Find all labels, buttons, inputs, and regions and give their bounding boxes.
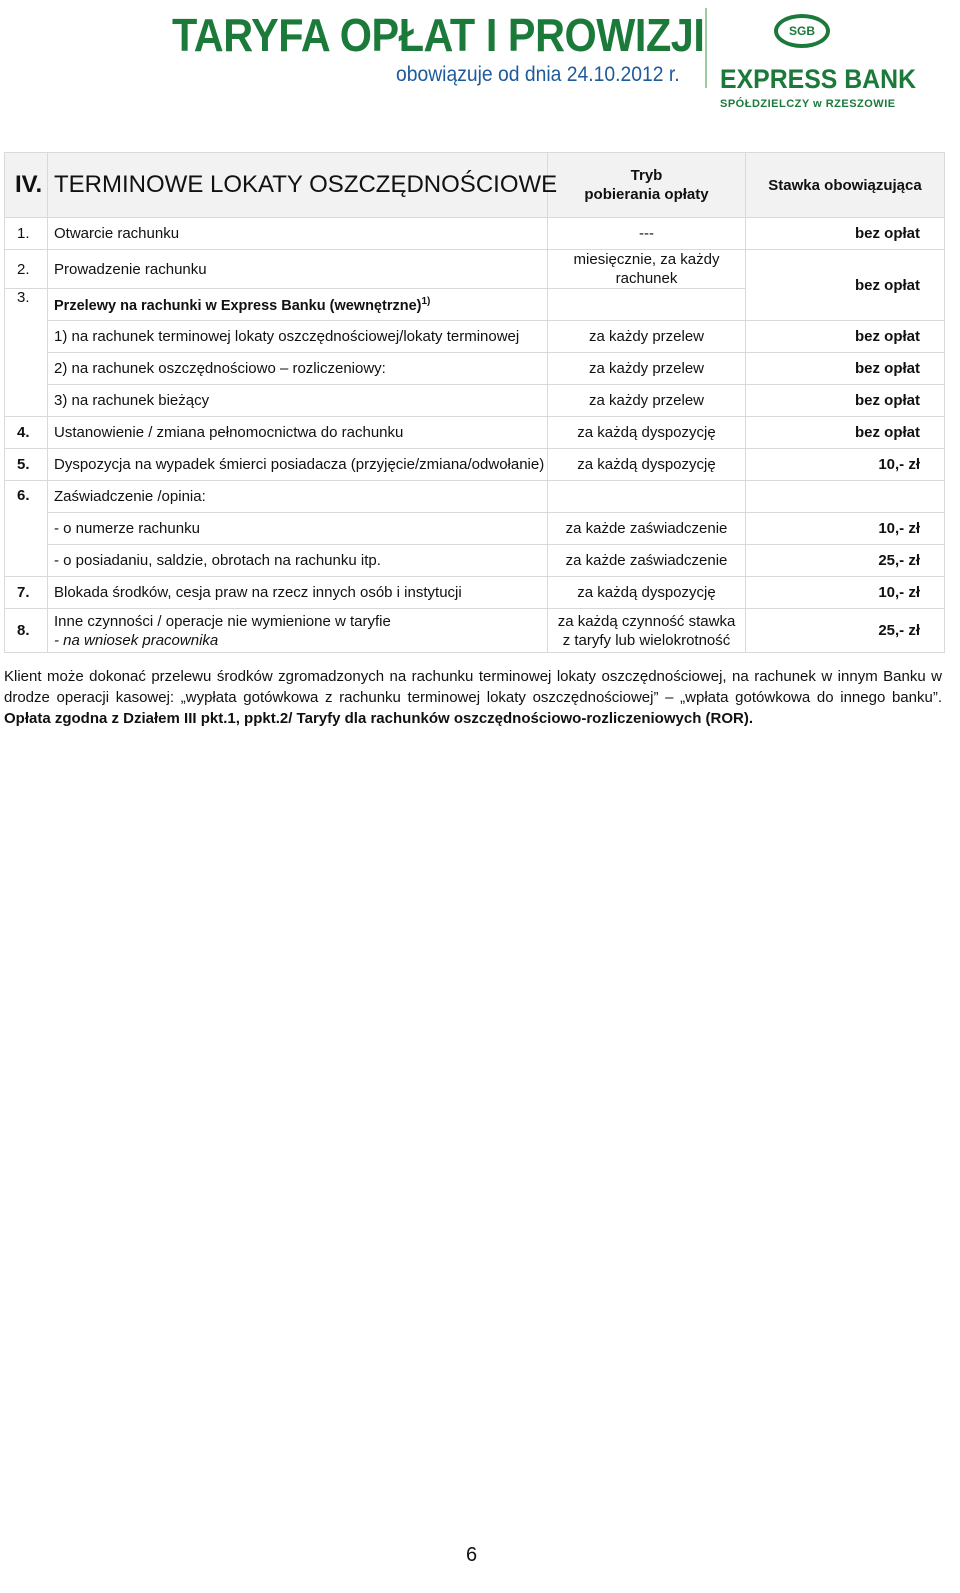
bank-name: EXPRESS BANK bbox=[720, 64, 917, 94]
row-description: - o numerze rachunku bbox=[48, 513, 548, 545]
table-row bbox=[5, 353, 945, 385]
row-mode: za każdą dyspozycję bbox=[548, 449, 746, 481]
table-row bbox=[5, 481, 945, 513]
section-number: IV. bbox=[5, 153, 48, 218]
footnote-marker: 1) bbox=[421, 295, 431, 307]
section-header-row bbox=[5, 153, 945, 218]
footnote bbox=[4, 666, 942, 729]
table-row bbox=[5, 513, 945, 545]
row-mode-empty bbox=[548, 481, 746, 513]
row-description-line2: - na wniosek pracownika bbox=[54, 631, 219, 649]
table-row bbox=[5, 417, 945, 449]
page-number: 6 bbox=[466, 1544, 478, 1566]
row-rate: 10,- zł bbox=[746, 449, 945, 481]
sgb-badge-icon: SGB bbox=[774, 14, 830, 48]
row-rate: bez opłat bbox=[746, 321, 945, 353]
mode-column-header bbox=[548, 153, 746, 218]
footnote-text: Klient może dokonać przelewu środków zgromadzonych na rachunku terminowej lokaty oszczędnościowej, na rachunek w innym Banku w drodze operacji kasowej: „wypłata gotówkowa z rachunku terminowej lokaty oszczędnościowej” – „wpłata gotówkowa do innego banku”. bbox=[4, 668, 942, 706]
row-description: Prowadzenie rachunku bbox=[48, 250, 548, 289]
row-number: 7. bbox=[5, 577, 48, 609]
row-rate: 25,- zł bbox=[746, 545, 945, 577]
row-mode-line2: z taryfy lub wielokrotność bbox=[562, 631, 731, 649]
row-description: - o posiadaniu, saldzie, obrotach na rachunku itp. bbox=[48, 545, 548, 577]
row-rate: bez opłat bbox=[746, 385, 945, 417]
row-number: 3. bbox=[5, 289, 48, 417]
footnote-bold: Opłata zgodna z Działem III pkt.1, ppkt.2/ Taryfy dla rachunków oszczędnościowo-rozliczeniowych (ROR). bbox=[4, 710, 754, 727]
row-mode: --- bbox=[548, 218, 746, 250]
row-description: Blokada środków, cesja praw na rzecz innych osób i instytucji bbox=[48, 577, 548, 609]
table-row bbox=[5, 577, 945, 609]
row-description bbox=[48, 289, 548, 321]
row-mode-line1: za każdą czynność stawka bbox=[557, 612, 736, 630]
bank-logo bbox=[720, 14, 920, 110]
row-mode: za każde zaświadczenie bbox=[548, 513, 746, 545]
bank-subtitle: SPÓŁDZIELCZY w RZESZOWIE bbox=[720, 98, 896, 110]
row-number: 4. bbox=[5, 417, 48, 449]
mode-header-line1: Tryb bbox=[630, 167, 663, 184]
effective-date: obowiązuje od dnia 24.10.2012 r. bbox=[396, 63, 680, 86]
page-header bbox=[0, 0, 960, 120]
fee-table bbox=[4, 152, 945, 653]
row-mode-line2: rachunek bbox=[615, 270, 678, 287]
row-number: 2. bbox=[5, 250, 48, 289]
row-rate: bez opłat bbox=[746, 250, 945, 321]
row-description bbox=[48, 609, 548, 653]
row-mode: za każde zaświadczenie bbox=[548, 545, 746, 577]
row-rate: 25,- zł bbox=[746, 609, 945, 653]
row-mode bbox=[548, 609, 746, 653]
table-row bbox=[5, 218, 945, 250]
row-number: 1. bbox=[5, 218, 48, 250]
row-number: 8. bbox=[5, 609, 48, 653]
row-description: 1) na rachunek terminowej lokaty oszczędnościowej/lokaty terminowej bbox=[48, 321, 548, 353]
row-mode: za każdy przelew bbox=[548, 321, 746, 353]
table-row bbox=[5, 250, 945, 289]
row-description: Ustanowienie / zmiana pełnomocnictwa do rachunku bbox=[48, 417, 548, 449]
table-row bbox=[5, 609, 945, 653]
row-rate-empty bbox=[746, 481, 945, 513]
row-description-text: Przelewy na rachunki w Express Banku (wewnętrzne) bbox=[54, 297, 422, 314]
row-number: 6. bbox=[5, 481, 48, 577]
row-description: Zaświadczenie /opinia: bbox=[48, 481, 548, 513]
table-row bbox=[5, 449, 945, 481]
row-description: 2) na rachunek oszczędnościowo – rozliczeniowy: bbox=[48, 353, 548, 385]
row-rate: bez opłat bbox=[746, 417, 945, 449]
mode-header-line2: pobierania opłaty bbox=[584, 186, 709, 203]
row-rate: 10,- zł bbox=[746, 513, 945, 545]
row-rate: bez opłat bbox=[746, 218, 945, 250]
row-mode-empty bbox=[548, 289, 746, 321]
header-divider bbox=[705, 8, 707, 88]
row-description: 3) na rachunek bieżący bbox=[48, 385, 548, 417]
row-mode bbox=[548, 250, 746, 289]
row-number: 5. bbox=[5, 449, 48, 481]
row-mode: za każdą dyspozycję bbox=[548, 577, 746, 609]
row-description: Otwarcie rachunku bbox=[48, 218, 548, 250]
page-title: TARYFA OPŁAT I PROWIZJI bbox=[172, 9, 705, 61]
row-description: Dyspozycja na wypadek śmierci posiadacza (przyjęcie/zmiana/odwołanie) bbox=[48, 449, 548, 481]
rate-column-header: Stawka obowiązująca bbox=[746, 153, 945, 218]
row-mode: za każdy przelew bbox=[548, 385, 746, 417]
section-title: TERMINOWE LOKATY OSZCZĘDNOŚCIOWE bbox=[48, 153, 548, 218]
table-row bbox=[5, 385, 945, 417]
row-description-line1: Inne czynności / operacje nie wymienione w taryfie bbox=[54, 612, 391, 630]
row-mode-line1: miesięcznie, za każdy bbox=[573, 251, 720, 268]
row-rate: bez opłat bbox=[746, 353, 945, 385]
row-rate: 10,- zł bbox=[746, 577, 945, 609]
row-mode: za każdą dyspozycję bbox=[548, 417, 746, 449]
row-mode: za każdy przelew bbox=[548, 353, 746, 385]
table-row bbox=[5, 545, 945, 577]
table-row bbox=[5, 321, 945, 353]
